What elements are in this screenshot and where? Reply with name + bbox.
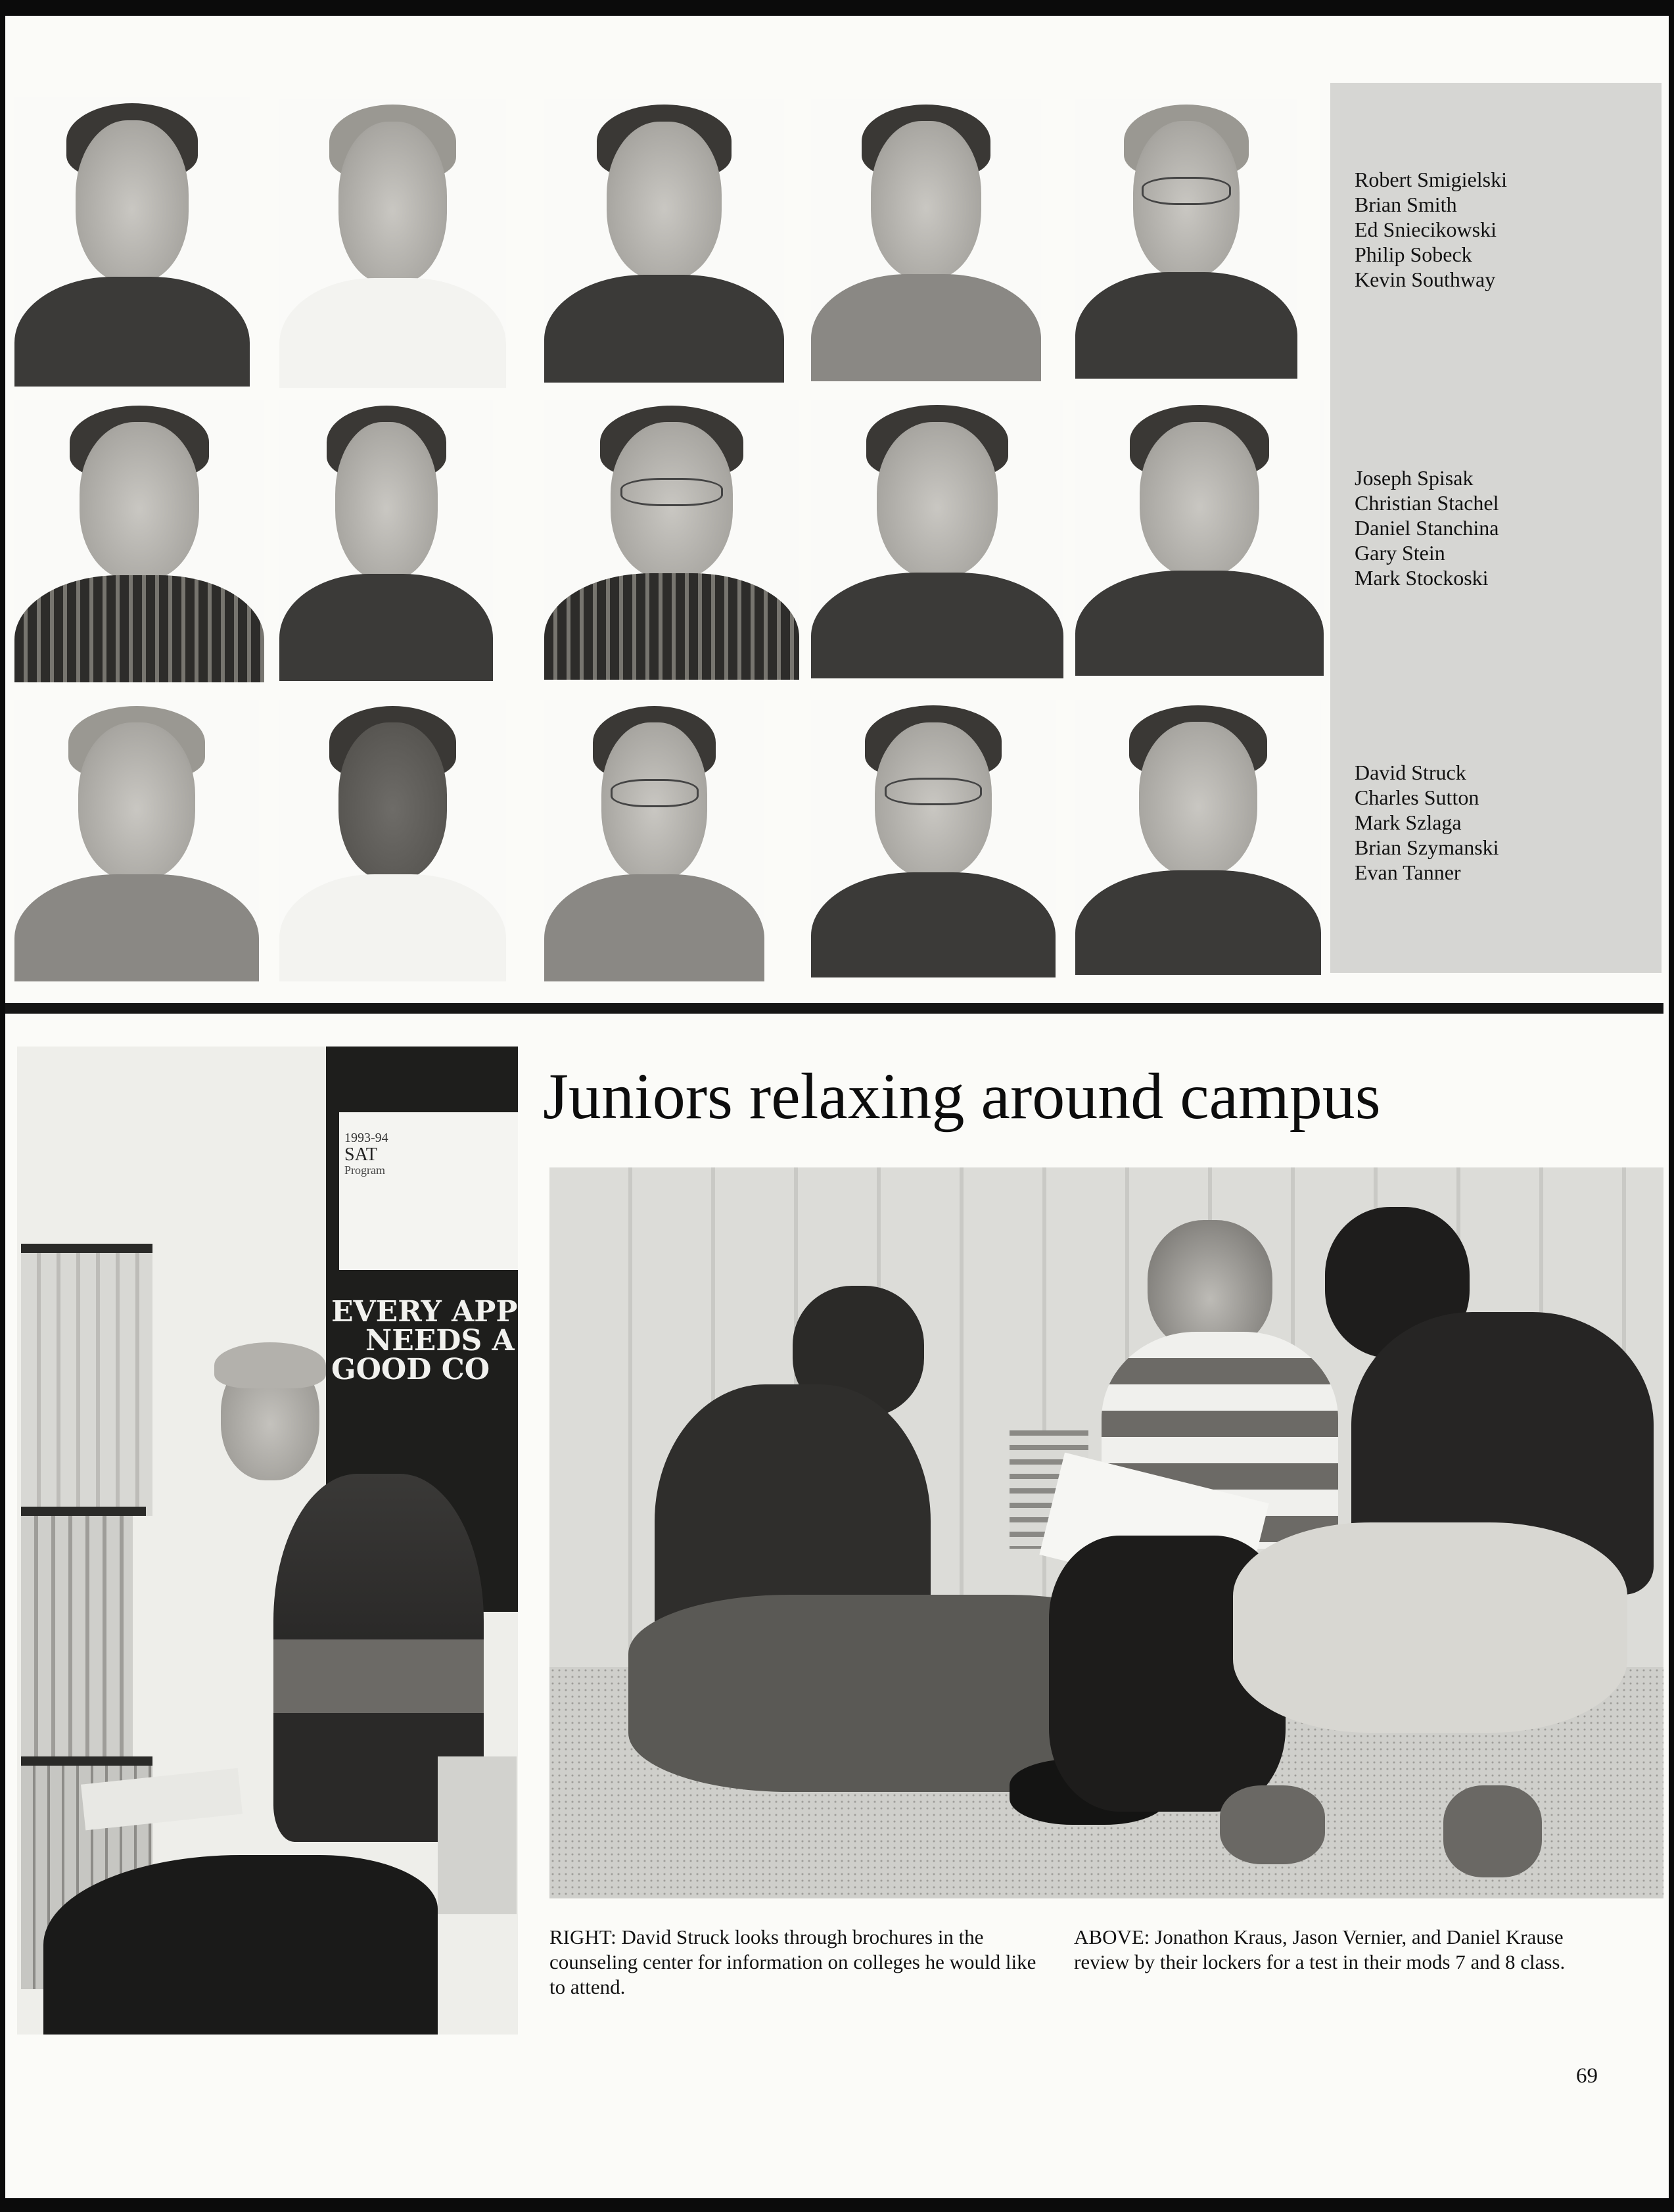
student-name: Robert Smigielski (1355, 168, 1507, 191)
student-name: Joseph Spisak (1355, 466, 1474, 490)
portrait-charles-sutton (279, 700, 506, 981)
student-name: Evan Tanner (1355, 860, 1461, 884)
portrait-brian-smith (279, 99, 506, 388)
student-name: David Struck (1355, 761, 1466, 784)
student-name: Philip Sobeck (1355, 243, 1472, 266)
portrait-brian-szymanski (811, 700, 1056, 977)
student-name: Brian Smith (1355, 193, 1457, 216)
name-list-row3 (1355, 760, 1657, 885)
portrait-david-struck (14, 700, 259, 981)
portrait-evan-tanner (1075, 700, 1321, 975)
portrait-mark-szlaga (544, 700, 764, 981)
photo-lockers-study (549, 1167, 1663, 1898)
portrait-ed-sniecikowski (544, 99, 784, 383)
portrait-christian-stachel (279, 400, 493, 681)
section-divider (5, 1003, 1663, 1014)
poster-program: Program (344, 1164, 385, 1177)
page-headline: Juniors relaxing around campus (543, 1060, 1381, 1133)
student-name: Charles Sutton (1355, 786, 1479, 809)
student-name: Ed Sniecikowski (1355, 218, 1497, 241)
photo-counseling-center (17, 1047, 518, 2035)
student-name: Brian Szymanski (1355, 835, 1499, 859)
portrait-philip-sobeck (811, 99, 1041, 381)
student-name: Kevin Southway (1355, 268, 1496, 291)
student-name: Mark Stockoski (1355, 566, 1489, 590)
portrait-joseph-spisak (14, 400, 264, 682)
name-list-row1 (1355, 167, 1657, 292)
caption-right: RIGHT: David Struck looks through brochures in the counseling center for information on colleges he would like to attend. (549, 1925, 1036, 1998)
student-name: Mark Szlaga (1355, 811, 1462, 834)
poster-sat: SAT (344, 1144, 377, 1165)
student-name: Daniel Stanchina (1355, 516, 1499, 540)
student-name: Christian Stachel (1355, 491, 1499, 515)
student-name: Gary Stein (1355, 541, 1445, 565)
portrait-kevin-southway (1075, 99, 1297, 379)
portrait-robert-smigielski (14, 97, 250, 387)
portrait-mark-stockoski (1075, 400, 1324, 676)
portrait-gary-stein (811, 400, 1063, 678)
poster-headline: EVERY APP NEEDS A GOOD CO (331, 1298, 518, 1384)
portrait-daniel-stanchina (544, 400, 799, 680)
page-number: 69 (1576, 2064, 1598, 2088)
name-list-row2 (1355, 465, 1657, 590)
poster-year: 1993-94 (344, 1131, 388, 1145)
caption-above: ABOVE: Jonathon Kraus, Jason Vernier, and Daniel Krause review by their lockers for a test in their mods 7 and 8 class. (1074, 1925, 1566, 1973)
